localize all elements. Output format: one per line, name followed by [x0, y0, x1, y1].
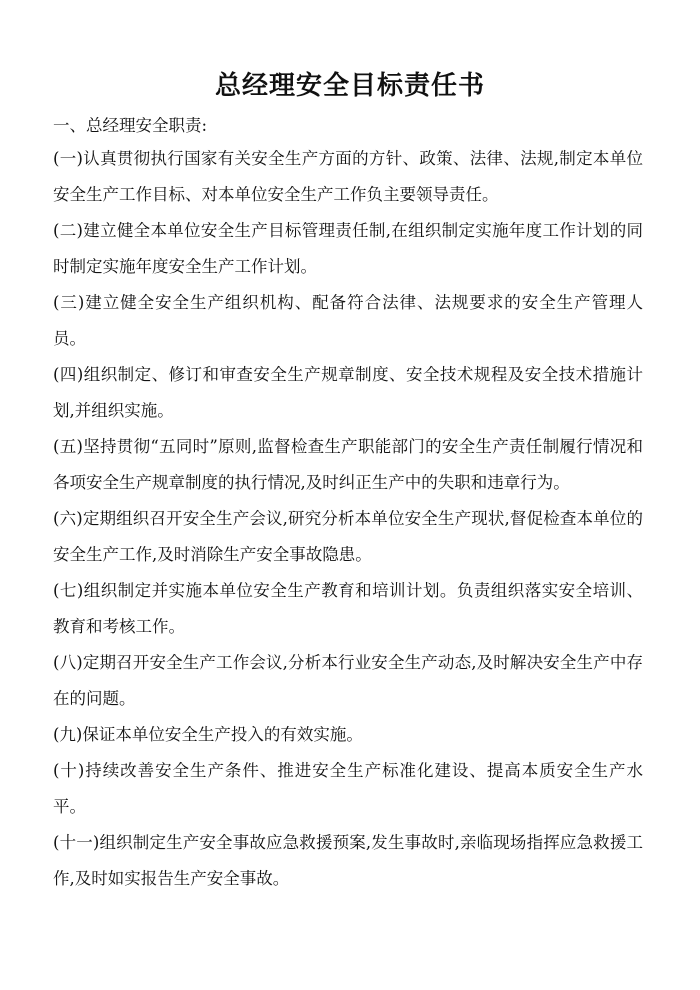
section-heading: 一、总经理安全职责: [53, 116, 208, 135]
duty-item-9: (九)保证本单位安全生产投入的有效实施。 [53, 725, 363, 744]
duty-item-7: (七)组织制定并实施本单位安全生产教育和培训计划。负责组织落实安全培训、教育和考核工作。 [53, 581, 643, 636]
duty-item-10: (十)持续改善安全生产条件、推进安全生产标准化建设、提高本质安全生产水平。 [53, 761, 643, 816]
duty-item-6: (六)定期组织召开安全生产会议,研究分析本单位安全生产现状,督促检查本单位的安全生产工作,及时消除生产安全事故隐患。 [53, 509, 643, 564]
duty-item-5: (五)坚持贯彻“五同时”原则,监督检查生产职能部门的安全生产责任制履行情况和各项安全生产规章制度的执行情况,及时纠正生产中的失职和违章行为。 [53, 437, 643, 492]
duty-list [53, 141, 643, 897]
duty-item-8: (八)定期召开安全生产工作会议,分析本行业安全生产动态,及时解决安全生产中存在的问题。 [53, 653, 643, 708]
duty-item-3: (三)建立健全安全生产组织机构、配备符合法律、法规要求的安全生产管理人员。 [53, 293, 643, 348]
duty-item-2: (二)建立健全本单位安全生产目标管理责任制,在组织制定实施年度工作计划的同时制定实施年度安全生产工作计划。 [53, 221, 643, 276]
document-title: 总经理安全目标责任书 [214, 71, 485, 101]
duty-item-11: (十一)组织制定生产安全事故应急救援预案,发生事故时,亲临现场指挥应急救援工作,及时如实报告生产安全事故。 [53, 833, 643, 888]
duty-item-4: (四)组织制定、修订和审查安全生产规章制度、安全技术规程及安全技术措施计划,并组织实施。 [53, 365, 643, 420]
duty-item-1: (一)认真贯彻执行国家有关安全生产方面的方针、政策、法律、法规,制定本单位安全生产工作目标、对本单位安全生产工作负主要领导责任。 [53, 149, 643, 204]
